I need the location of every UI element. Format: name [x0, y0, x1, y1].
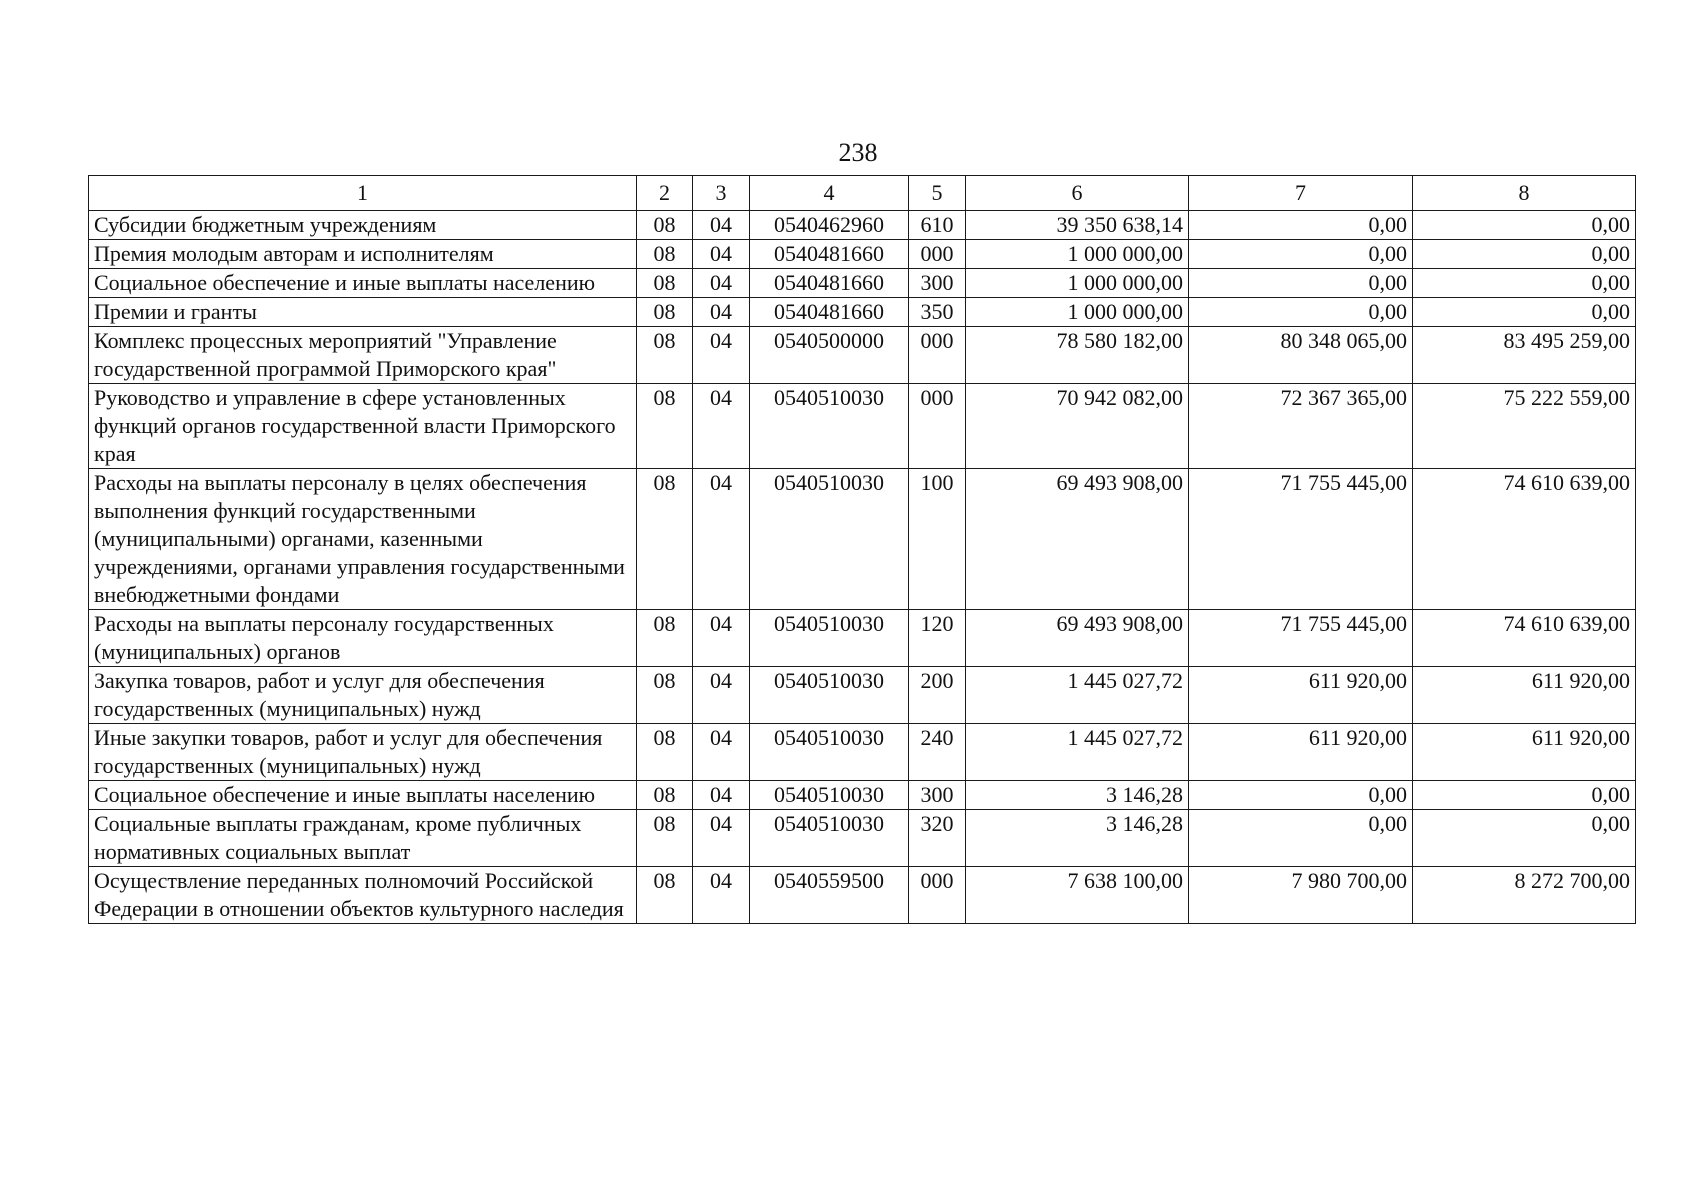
- amount-col-8: 74 610 639,00: [1413, 610, 1636, 667]
- section-code: 08: [637, 810, 693, 867]
- target-article-code: 0540510030: [750, 469, 909, 610]
- amount-col-6: 1 000 000,00: [966, 298, 1189, 327]
- row-name: Осуществление переданных полномочий Российской Федерации в отношении объектов культурного наследия: [89, 867, 637, 924]
- row-name: Субсидии бюджетным учреждениям: [89, 211, 637, 240]
- amount-col-7: 0,00: [1189, 240, 1413, 269]
- amount-col-6: 1 000 000,00: [966, 269, 1189, 298]
- amount-col-7: 0,00: [1189, 269, 1413, 298]
- table-row: [89, 327, 1636, 384]
- subsection-code: 04: [693, 327, 750, 384]
- row-name: Социальные выплаты гражданам, кроме публичных нормативных социальных выплат: [89, 810, 637, 867]
- row-name: Расходы на выплаты персоналу государственных (муниципальных) органов: [89, 610, 637, 667]
- amount-col-6: 1 445 027,72: [966, 724, 1189, 781]
- column-header: 2: [637, 176, 693, 211]
- subsection-code: 04: [693, 867, 750, 924]
- subsection-code: 04: [693, 298, 750, 327]
- table-row: [89, 384, 1636, 469]
- amount-col-7: 80 348 065,00: [1189, 327, 1413, 384]
- amount-col-6: 1 000 000,00: [966, 240, 1189, 269]
- subsection-code: 04: [693, 667, 750, 724]
- row-name: Расходы на выплаты персоналу в целях обеспечения выполнения функций государственными (муниципальными) органами, казенными учреждениями, органами управления государственными внебюджетными фондами: [89, 469, 637, 610]
- amount-col-8: 83 495 259,00: [1413, 327, 1636, 384]
- amount-col-8: 8 272 700,00: [1413, 867, 1636, 924]
- amount-col-8: 0,00: [1413, 240, 1636, 269]
- subsection-code: 04: [693, 211, 750, 240]
- amount-col-7: 71 755 445,00: [1189, 610, 1413, 667]
- table-row: [89, 469, 1636, 610]
- amount-col-8: 74 610 639,00: [1413, 469, 1636, 610]
- expense-type-code: 300: [909, 781, 966, 810]
- table-body: [89, 211, 1636, 924]
- amount-col-7: 0,00: [1189, 298, 1413, 327]
- target-article-code: 0540481660: [750, 298, 909, 327]
- section-code: 08: [637, 610, 693, 667]
- table-row: [89, 810, 1636, 867]
- subsection-code: 04: [693, 610, 750, 667]
- amount-col-7: 7 980 700,00: [1189, 867, 1413, 924]
- amount-col-7: 0,00: [1189, 781, 1413, 810]
- amount-col-8: 0,00: [1413, 269, 1636, 298]
- column-header: 3: [693, 176, 750, 211]
- amount-col-8: 0,00: [1413, 211, 1636, 240]
- target-article-code: 0540481660: [750, 240, 909, 269]
- amount-col-6: 78 580 182,00: [966, 327, 1189, 384]
- table-row: [89, 724, 1636, 781]
- amount-col-8: 0,00: [1413, 781, 1636, 810]
- column-header: 4: [750, 176, 909, 211]
- amount-col-6: 1 445 027,72: [966, 667, 1189, 724]
- section-code: 08: [637, 240, 693, 269]
- amount-col-8: 0,00: [1413, 810, 1636, 867]
- expense-type-code: 350: [909, 298, 966, 327]
- amount-col-8: 75 222 559,00: [1413, 384, 1636, 469]
- amount-col-6: 70 942 082,00: [966, 384, 1189, 469]
- section-code: 08: [637, 327, 693, 384]
- amount-col-6: 39 350 638,14: [966, 211, 1189, 240]
- subsection-code: 04: [693, 240, 750, 269]
- amount-col-7: 0,00: [1189, 211, 1413, 240]
- column-header: 5: [909, 176, 966, 211]
- expense-type-code: 300: [909, 269, 966, 298]
- amount-col-7: 71 755 445,00: [1189, 469, 1413, 610]
- row-name: Премии и гранты: [89, 298, 637, 327]
- expense-type-code: 200: [909, 667, 966, 724]
- section-code: 08: [637, 724, 693, 781]
- table-row: [89, 781, 1636, 810]
- table-row: [89, 269, 1636, 298]
- table-row: [89, 240, 1636, 269]
- target-article-code: 0540510030: [750, 724, 909, 781]
- table-row: [89, 667, 1636, 724]
- target-article-code: 0540510030: [750, 667, 909, 724]
- row-name: Премия молодым авторам и исполнителям: [89, 240, 637, 269]
- target-article-code: 0540510030: [750, 384, 909, 469]
- expense-type-code: 610: [909, 211, 966, 240]
- expense-type-code: 120: [909, 610, 966, 667]
- row-name: Социальное обеспечение и иные выплаты населению: [89, 269, 637, 298]
- amount-col-8: 0,00: [1413, 298, 1636, 327]
- amount-col-7: 72 367 365,00: [1189, 384, 1413, 469]
- header-row: [89, 176, 1636, 211]
- target-article-code: 0540510030: [750, 781, 909, 810]
- amount-col-6: 3 146,28: [966, 810, 1189, 867]
- row-name: Комплекс процессных мероприятий "Управление государственной программой Приморского края": [89, 327, 637, 384]
- amount-col-7: 0,00: [1189, 810, 1413, 867]
- expense-type-code: 320: [909, 810, 966, 867]
- subsection-code: 04: [693, 724, 750, 781]
- column-header: 6: [966, 176, 1189, 211]
- subsection-code: 04: [693, 269, 750, 298]
- expense-type-code: 240: [909, 724, 966, 781]
- row-name: Закупка товаров, работ и услуг для обеспечения государственных (муниципальных) нужд: [89, 667, 637, 724]
- section-code: 08: [637, 667, 693, 724]
- expense-type-code: 000: [909, 240, 966, 269]
- amount-col-7: 611 920,00: [1189, 667, 1413, 724]
- subsection-code: 04: [693, 781, 750, 810]
- amount-col-6: 69 493 908,00: [966, 610, 1189, 667]
- amount-col-6: 3 146,28: [966, 781, 1189, 810]
- section-code: 08: [637, 384, 693, 469]
- section-code: 08: [637, 269, 693, 298]
- amount-col-7: 611 920,00: [1189, 724, 1413, 781]
- subsection-code: 04: [693, 469, 750, 610]
- expense-type-code: 000: [909, 327, 966, 384]
- column-header: 7: [1189, 176, 1413, 211]
- target-article-code: 0540462960: [750, 211, 909, 240]
- row-name: Иные закупки товаров, работ и услуг для обеспечения государственных (муниципальных) нужд: [89, 724, 637, 781]
- amount-col-8: 611 920,00: [1413, 724, 1636, 781]
- subsection-code: 04: [693, 810, 750, 867]
- target-article-code: 0540559500: [750, 867, 909, 924]
- table-row: [89, 211, 1636, 240]
- section-code: 08: [637, 867, 693, 924]
- target-article-code: 0540500000: [750, 327, 909, 384]
- amount-col-6: 69 493 908,00: [966, 469, 1189, 610]
- table-row: [89, 867, 1636, 924]
- table-row: [89, 610, 1636, 667]
- table-row: [89, 298, 1636, 327]
- section-code: 08: [637, 781, 693, 810]
- target-article-code: 0540510030: [750, 810, 909, 867]
- section-code: 08: [637, 469, 693, 610]
- amount-col-8: 611 920,00: [1413, 667, 1636, 724]
- section-code: 08: [637, 298, 693, 327]
- section-code: 08: [637, 211, 693, 240]
- row-name: Руководство и управление в сфере установленных функций органов государственной власти Приморского края: [89, 384, 637, 469]
- expense-type-code: 100: [909, 469, 966, 610]
- amount-col-6: 7 638 100,00: [966, 867, 1189, 924]
- subsection-code: 04: [693, 384, 750, 469]
- expense-type-code: 000: [909, 867, 966, 924]
- column-header: 8: [1413, 176, 1636, 211]
- target-article-code: 0540510030: [750, 610, 909, 667]
- budget-table: [88, 175, 1636, 924]
- column-header: 1: [89, 176, 637, 211]
- expense-type-code: 000: [909, 384, 966, 469]
- page-number: 238: [838, 138, 878, 167]
- row-name: Социальное обеспечение и иные выплаты населению: [89, 781, 637, 810]
- target-article-code: 0540481660: [750, 269, 909, 298]
